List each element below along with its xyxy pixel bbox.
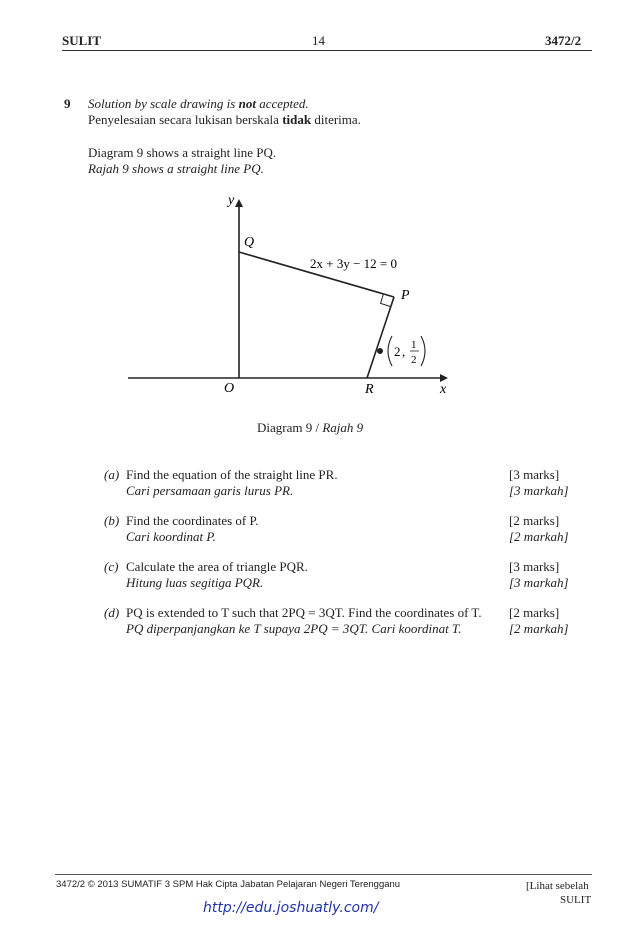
point-bracket-right — [421, 336, 425, 366]
footer-sulit: SULIT — [560, 894, 592, 906]
part-a-marks: [3 marks] — [509, 467, 560, 482]
part-d-english: PQ is extended to T such that 2PQ = 3QT. Find the coordinates of T. — [126, 605, 482, 620]
part-d-label: (d) — [104, 605, 120, 620]
part-a-markah: [3 markah] — [509, 483, 569, 498]
part-c-marks: [3 marks] — [509, 559, 560, 574]
part-c-malay: Hitung luas segitiga PQR. — [126, 575, 264, 590]
point-y-numerator: 1 — [411, 339, 417, 351]
part-a-label: (a) — [104, 467, 120, 482]
caption-english: Diagram 9 / — [257, 420, 323, 435]
question-number: 9 — [64, 96, 71, 111]
intro-malay-text-1: Penyelesaian secara lukisan berskala — [88, 112, 283, 127]
diagram-caption — [257, 420, 363, 435]
part-b-marks: [2 marks] — [509, 513, 560, 528]
label-x: x — [440, 382, 447, 397]
intro-english-text-2: accepted. — [255, 96, 309, 111]
part-d-malay: PQ diperpanjangkan ke T supaya 2PQ = 3QT. Cari koordinat T. — [126, 621, 462, 636]
part-d-marks: [2 marks] — [509, 605, 560, 620]
point-x-value: 2 — [394, 344, 401, 359]
paper-code: 3472/2 — [545, 33, 582, 48]
part-c-label: (c) — [104, 559, 119, 574]
intro-malay-tidak: tidak — [282, 112, 312, 127]
part-c-english: Calculate the area of triangle PQR. — [126, 559, 308, 574]
intro-malay-text-2: diterima. — [311, 112, 361, 127]
part-b-english: Find the coordinates of P. — [126, 513, 259, 528]
label-r: R — [365, 382, 374, 397]
equation-label: 2x + 3y − 12 = 0 — [310, 256, 397, 271]
footer-next-page: [Lihat sebelah — [526, 880, 589, 892]
point-y-denominator: 2 — [411, 354, 417, 366]
label-y: y — [228, 193, 235, 208]
label-origin: O — [224, 381, 235, 396]
point-bracket-left — [388, 336, 392, 366]
diagram-intro-english: Diagram 9 shows a straight line PQ. — [88, 145, 277, 160]
part-a-malay: Cari persamaan garis lurus PR. — [126, 483, 294, 498]
diagram-9 — [0, 0, 638, 430]
footer-copyright: 3472/2 © 2013 SUMATIF 3 SPM Hak Cipta Jabatan Pelajaran Negeri Terengganu — [56, 879, 401, 890]
line-pr — [367, 297, 394, 378]
part-b-label: (b) — [104, 513, 120, 528]
footer-rule — [55, 874, 592, 875]
intro-english-not: not — [238, 96, 256, 111]
label-p: P — [401, 288, 410, 303]
footer-url-link[interactable]: http://edu.joshuatly.com/ — [203, 900, 379, 916]
header-sulit: SULIT — [62, 33, 102, 48]
part-d-markah: [2 markah] — [509, 621, 569, 636]
part-a-english: Find the equation of the straight line PR. — [126, 467, 338, 482]
diagram-intro-malay: Rajah 9 shows a straight line PQ. — [88, 161, 264, 176]
caption-malay: Rajah 9 — [322, 420, 364, 435]
label-q: Q — [244, 235, 255, 250]
part-c-markah: [3 markah] — [509, 575, 569, 590]
page-number: 14 — [312, 33, 325, 48]
point-dot — [377, 348, 383, 354]
part-b-malay: Cari koordinat P. — [126, 529, 216, 544]
point-comma: , — [402, 344, 406, 359]
intro-english-text-1: Solution by scale drawing is — [88, 96, 239, 111]
part-b-markah: [2 markah] — [509, 529, 569, 544]
